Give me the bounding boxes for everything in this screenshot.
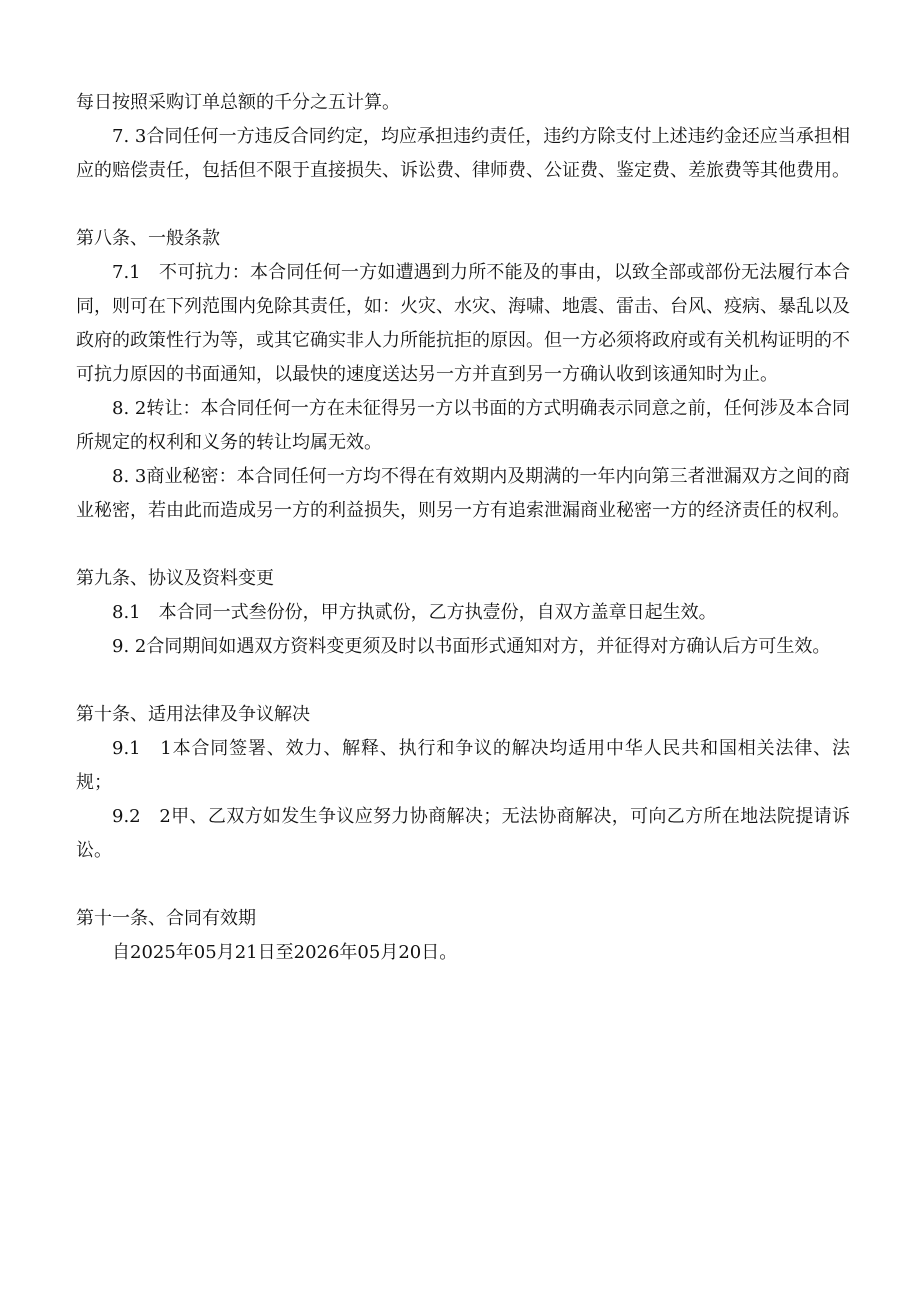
paragraph-trade-secrets: 8. 3商业秘密：本合同任何一方均不得在有效期内及期满的一年内向第三者泄漏双方之间的商业秘密，若由此而造成另一方的利益损失，则另一方有追索泄漏商业秘密一方的经济责任的权利。 bbox=[76, 466, 850, 521]
section-heading-article-10: 第十条、适用法律及争议解决 bbox=[76, 704, 310, 725]
section-heading-article-9: 第九条、协议及资料变更 bbox=[76, 568, 274, 589]
paragraph-governing-law: 9.1 1本合同签署、效力、解释、执行和争议的解决均适用中华人民共和国相关法律、法规； bbox=[76, 738, 850, 793]
paragraph-7-3-breach-liability: 7. 3合同任何一方违反合同约定，均应承担违约责任，违约方除支付上述违约金还应当承担相应的赔偿责任，包括但不限于直接损失、诉讼费、律师费、公证费、鉴定费、差旅费等其他费用。 bbox=[76, 126, 850, 181]
paragraph-force-majeure: 7.1 不可抗力：本合同任何一方如遭遇到力所不能及的事由，以致全部或部份无法履行本合同，则可在下列范围内免除其责任，如：火灾、水灾、海啸、地震、雷击、台风、疫病、暴乱以及政府的政策性行为等，或其它确实非人力所能抗拒的原因。但一方必须将政府或有关机构证明的不可抗力原因的书面通知，以最快的速度送达另一方并直到另一方确认收到该通知时为止。 bbox=[76, 262, 850, 385]
paragraph-dispute-resolution: 9.2 2甲、乙双方如发生争议应努力协商解决；无法协商解决，可向乙方所在地法院提请诉讼。 bbox=[76, 806, 850, 861]
paragraph-copies-effectiveness: 8.1 本合同一式叁份份，甲方执贰份，乙方执壹份，自双方盖章日起生效。 bbox=[112, 602, 717, 623]
paragraph-validity-period: 自2025年05月21日至2026年05月20日。 bbox=[112, 942, 458, 963]
paragraph-information-change: 9. 2合同期间如遇双方资料变更须及时以书面形式通知对方，并征得对方确认后方可生效。 bbox=[112, 636, 831, 657]
paragraph-assignment: 8. 2转让：本合同任何一方在未征得另一方以书面的方式明确表示同意之前，任何涉及本合同所规定的权利和义务的转让均属无效。 bbox=[76, 398, 850, 453]
section-heading-article-8: 第八条、一般条款 bbox=[76, 228, 220, 249]
section-heading-article-11: 第十一条、合同有效期 bbox=[76, 908, 256, 929]
paragraph-penalty-rate: 每日按照采购订单总额的千分之五计算。 bbox=[76, 92, 400, 113]
